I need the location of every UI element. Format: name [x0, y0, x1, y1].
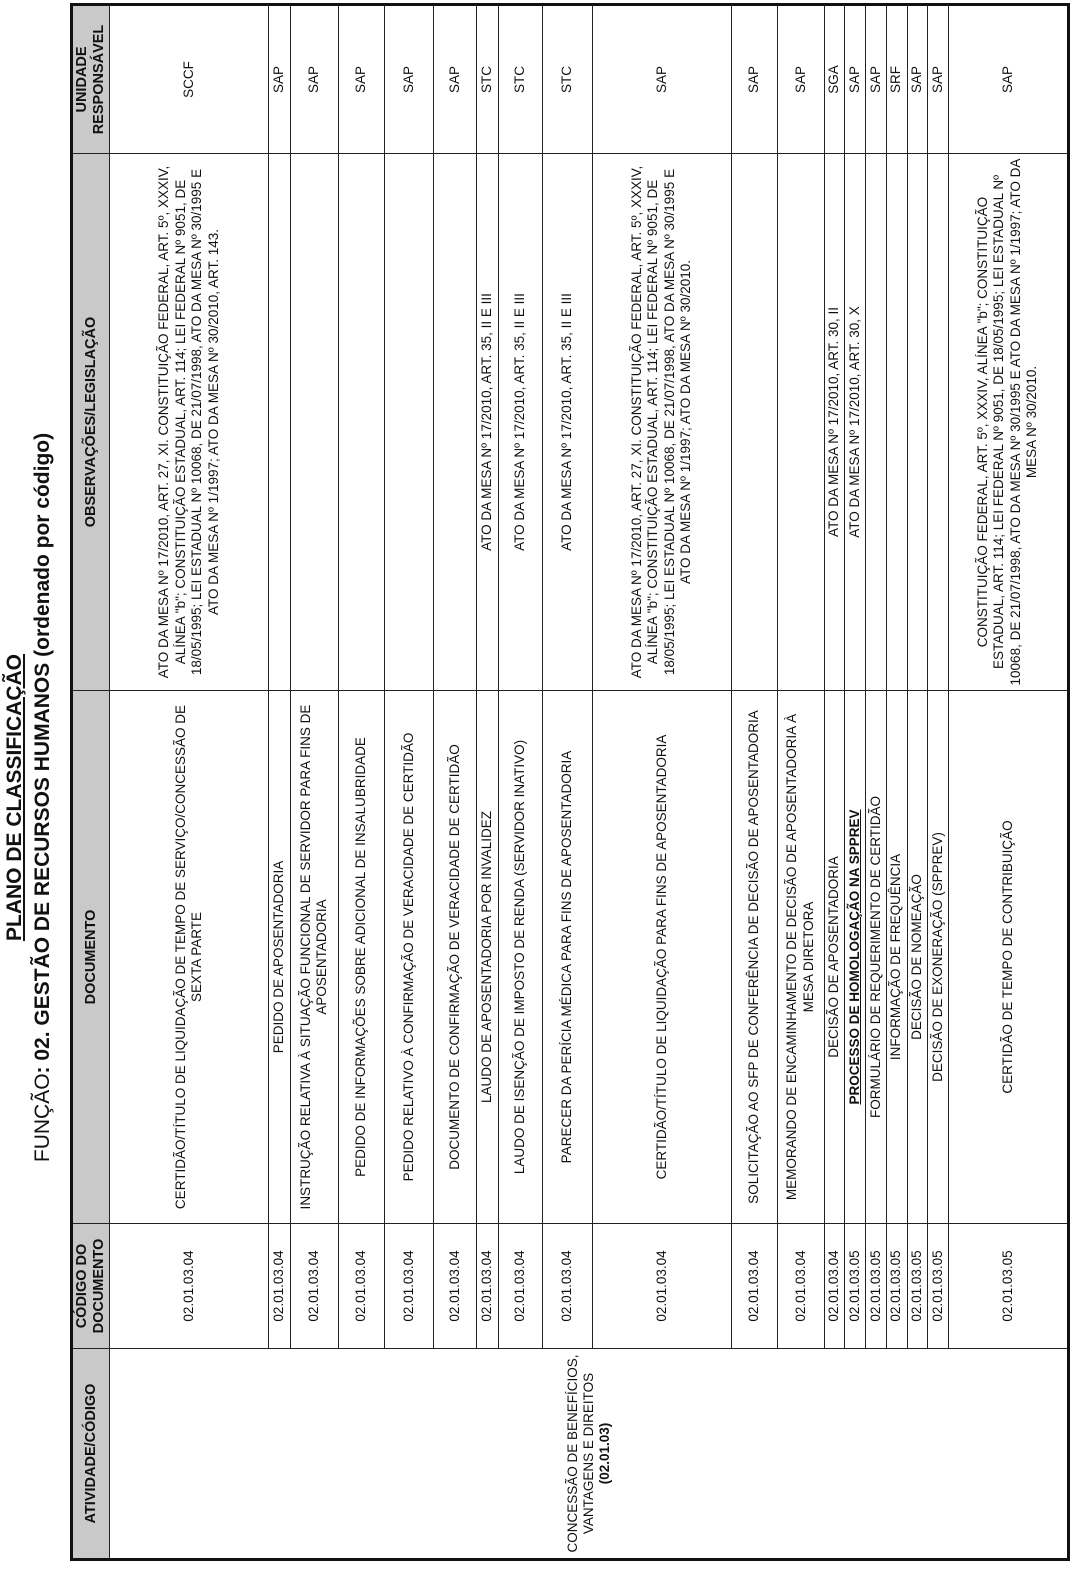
document-code: 02.01.03.04	[543, 1224, 593, 1349]
table-header-row	[72, 5, 110, 1560]
document-observations: CONSTITUIÇÃO FEDERAL, ART. 5º, XXXIV, ALÍNEA "b"; CONSTITUIÇÃO ESTADUAL, ART. 114; LEI FEDERAL Nº 9051, DE 18/05/1995; LEI ESTADUAL Nº 10068, DE 21/07/1998, ATO DA MESA Nº 30/1995 E ATO DA MESA Nº 1/1997; ATO DA MESA Nº 30/2010.	[948, 154, 1068, 691]
document-observations	[433, 154, 476, 691]
document-code: 02.01.03.04	[731, 1224, 778, 1349]
table-row	[778, 5, 825, 1560]
document-code: 02.01.03.04	[477, 1224, 499, 1349]
table-row	[269, 5, 291, 1560]
responsible-unit: SAP	[845, 5, 866, 154]
responsible-unit: SAP	[866, 5, 887, 154]
document-code: 02.01.03.04	[778, 1224, 825, 1349]
document-code: 02.01.03.04	[593, 1224, 732, 1349]
table-row	[498, 5, 542, 1560]
table-row	[907, 5, 928, 1560]
document-code: 02.01.03.05	[948, 1224, 1068, 1349]
document-name: MEMORANDO DE ENCAMINHAMENTO DE DECISÃO DE APOSENTADORIA À MESA DIRETORA	[778, 691, 825, 1224]
document-code: 02.01.03.04	[385, 1224, 434, 1349]
document-observations	[928, 154, 949, 691]
document-code: 02.01.03.05	[928, 1224, 949, 1349]
document-code: 02.01.03.04	[110, 1224, 269, 1349]
table-row	[110, 5, 269, 1560]
document-name: PEDIDO RELATIVO À CONFIRMAÇÃO DE VERACIDADE DE CERTIDÃO	[385, 691, 434, 1224]
responsible-unit: SAP	[385, 5, 434, 154]
table-row	[385, 5, 434, 1560]
document-observations	[269, 154, 291, 691]
responsible-unit: SAP	[338, 5, 385, 154]
document-observations: ATO DA MESA Nº 17/2010, ART. 35, II E III	[543, 154, 593, 691]
responsible-unit: SAP	[269, 5, 291, 154]
responsible-unit: SAP	[948, 5, 1068, 154]
document-code: 02.01.03.04	[269, 1224, 291, 1349]
col-header-observations: OBSERVAÇÕES/LEGISLAÇÃO	[72, 154, 110, 691]
function-prefix: FUNÇÃO	[31, 1073, 54, 1163]
classification-table	[70, 3, 1070, 1561]
table-row	[593, 5, 732, 1560]
document-observations	[886, 154, 907, 691]
document-code: 02.01.03.05	[845, 1224, 866, 1349]
document-observations: ATO DA MESA Nº 17/2010, ART. 30, X	[845, 154, 866, 691]
table-row	[824, 5, 845, 1560]
document-name: INFORMAÇÃO DE FREQUÊNCIA	[886, 691, 907, 1224]
document-name: PROCESSO DE HOMOLOGAÇÃO NA SPPREV	[845, 691, 866, 1224]
responsible-unit: SAP	[778, 5, 825, 154]
document-code: 02.01.03.05	[907, 1224, 928, 1349]
table-row	[543, 5, 593, 1560]
document-name: LAUDO DE ISENÇÃO DE IMPOSTO DE RENDA (SERVIDOR INATIVO)	[498, 691, 542, 1224]
document-name: PEDIDO DE APOSENTADORIA	[269, 691, 291, 1224]
document-name: LAUDO DE APOSENTADORIA POR INVALIDEZ	[477, 691, 499, 1224]
document-observations: ATO DA MESA Nº 17/2010, ART. 35, II E III	[498, 154, 542, 691]
responsible-unit: SAP	[593, 5, 732, 154]
document-name: CERTIDÃO/TÍTULO DE LIQUIDAÇÃO DE TEMPO DE SERVIÇO/CONCESSÃO DE SEXTA PARTE	[110, 691, 269, 1224]
table-row	[866, 5, 887, 1560]
col-header-unit: UNIDADE RESPONSÁVEL	[72, 5, 110, 154]
document-observations	[385, 154, 434, 691]
responsible-unit: STC	[477, 5, 499, 154]
document-name: PEDIDO DE INFORMAÇÕES SOBRE ADICIONAL DE INSALUBRIDADE	[338, 691, 385, 1224]
document-code: 02.01.03.04	[291, 1224, 339, 1349]
document-name: CERTIDÃO DE TEMPO DE CONTRIBUIÇÃO	[948, 691, 1068, 1224]
document-observations: ATO DA MESA Nº 17/2010, ART. 35, II E III	[477, 154, 499, 691]
document-observations	[338, 154, 385, 691]
function-name: : 02. GESTÃO DE RECURSOS HUMANOS	[31, 662, 54, 1074]
document-observations	[907, 154, 928, 691]
document-code: 02.01.03.04	[433, 1224, 476, 1349]
page-title: PLANO DE CLASSIFICAÇÃO	[3, 654, 26, 942]
table-row	[928, 5, 949, 1560]
activity-name: CONCESSÃO DE BENEFÍCIOS, VANTAGENS E DIREITOS	[564, 1354, 596, 1553]
table-row	[731, 5, 778, 1560]
ordering-note: (ordenado por código)	[31, 432, 54, 657]
document-name: CERTIDÃO/TÍTULO DE LIQUIDAÇÃO PARA FINS DE APOSENTADORIA	[593, 691, 732, 1224]
col-header-document: DOCUMENTO	[72, 691, 110, 1224]
col-header-code: CÓDIGO DO DOCUMENTO	[72, 1224, 110, 1349]
table-row	[291, 5, 339, 1560]
document-name: INSTRUÇÃO RELATIVA À SITUAÇÃO FUNCIONAL DE SERVIDOR PARA FINS DE APOSENTADORIA	[291, 691, 339, 1224]
document-code: 02.01.03.04	[338, 1224, 385, 1349]
document-observations: ATO DA MESA Nº 17/2010, ART. 30, II	[824, 154, 845, 691]
function-subtitle	[30, 0, 56, 1595]
responsible-unit: STC	[543, 5, 593, 154]
document-code: 02.01.03.05	[866, 1224, 887, 1349]
document-observations	[866, 154, 887, 691]
document-observations: ATO DA MESA Nº 17/2010, ART. 27, XI. CONSTITUIÇÃO FEDERAL, ART. 5º, XXXIV, ALÍNEA "b"; CONSTITUIÇÃO ESTADUAL, ART. 114; LEI FEDERAL Nº 9051, DE 18/05/1995; LEI ESTADUAL Nº 10068, DE 21/07/1998, ATO DA MESA Nº 30/1995 E ATO DA MESA Nº 1/1997; ATO DA MESA Nº 30/2010, ART. 143.	[110, 154, 269, 691]
activity-code: (02.01.03)	[596, 1422, 612, 1485]
document-name: DECISÃO DE EXONERAÇÃO (SPPREV)	[928, 691, 949, 1224]
col-header-activity: ATIVIDADE/CÓDIGO	[72, 1349, 110, 1560]
document-name: DECISÃO DE NOMEAÇÃO	[907, 691, 928, 1224]
responsible-unit: STC	[498, 5, 542, 154]
document-code: 02.01.03.04	[824, 1224, 845, 1349]
title-block	[0, 0, 66, 1595]
responsible-unit: SAP	[433, 5, 476, 154]
table-row	[477, 5, 499, 1560]
table-row	[845, 5, 866, 1560]
document-name: DOCUMENTO DE CONFIRMAÇÃO DE VERACIDADE DE CERTIDÃO	[433, 691, 476, 1224]
responsible-unit: SAP	[928, 5, 949, 154]
document-code: 02.01.03.05	[886, 1224, 907, 1349]
document-observations	[731, 154, 778, 691]
document-code: 02.01.03.04	[498, 1224, 542, 1349]
document-name: SOLICITAÇÃO AO SFP DE CONFERÊNCIA DE DECISÃO DE APOSENTADORIA	[731, 691, 778, 1224]
document-observations: ATO DA MESA Nº 17/2010, ART. 27, XI. CONSTITUIÇÃO FEDERAL, ART. 5º, XXXIV, ALÍNEA "b"; CONSTITUIÇÃO ESTADUAL, ART. 114; LEI FEDERAL Nº 9051, DE 18/05/1995; LEI ESTADUAL Nº 10068, DE 21/07/1998, ATO DA MESA Nº 30/1995 E ATO DA MESA Nº 1/1997; ATO DA MESA Nº 30/2010.	[593, 154, 732, 691]
table-row	[433, 5, 476, 1560]
responsible-unit: SRF	[886, 5, 907, 154]
responsible-unit: SCCF	[110, 5, 269, 154]
responsible-unit: SGA	[824, 5, 845, 154]
table-row	[338, 5, 385, 1560]
responsible-unit: SAP	[907, 5, 928, 154]
document-name: PARECER DA PERÍCIA MÉDICA PARA FINS DE APOSENTADORIA	[543, 691, 593, 1224]
activity-cell	[110, 1349, 1069, 1560]
responsible-unit: SAP	[291, 5, 339, 154]
document-name: FORMULÁRIO DE REQUERIMENTO DE CERTIDÃO	[866, 691, 887, 1224]
document-name: DECISÃO DE APOSENTADORIA	[824, 691, 845, 1224]
responsible-unit: SAP	[731, 5, 778, 154]
document-observations	[291, 154, 339, 691]
document-observations	[778, 154, 825, 691]
table-row	[886, 5, 907, 1560]
table-row	[948, 5, 1068, 1560]
